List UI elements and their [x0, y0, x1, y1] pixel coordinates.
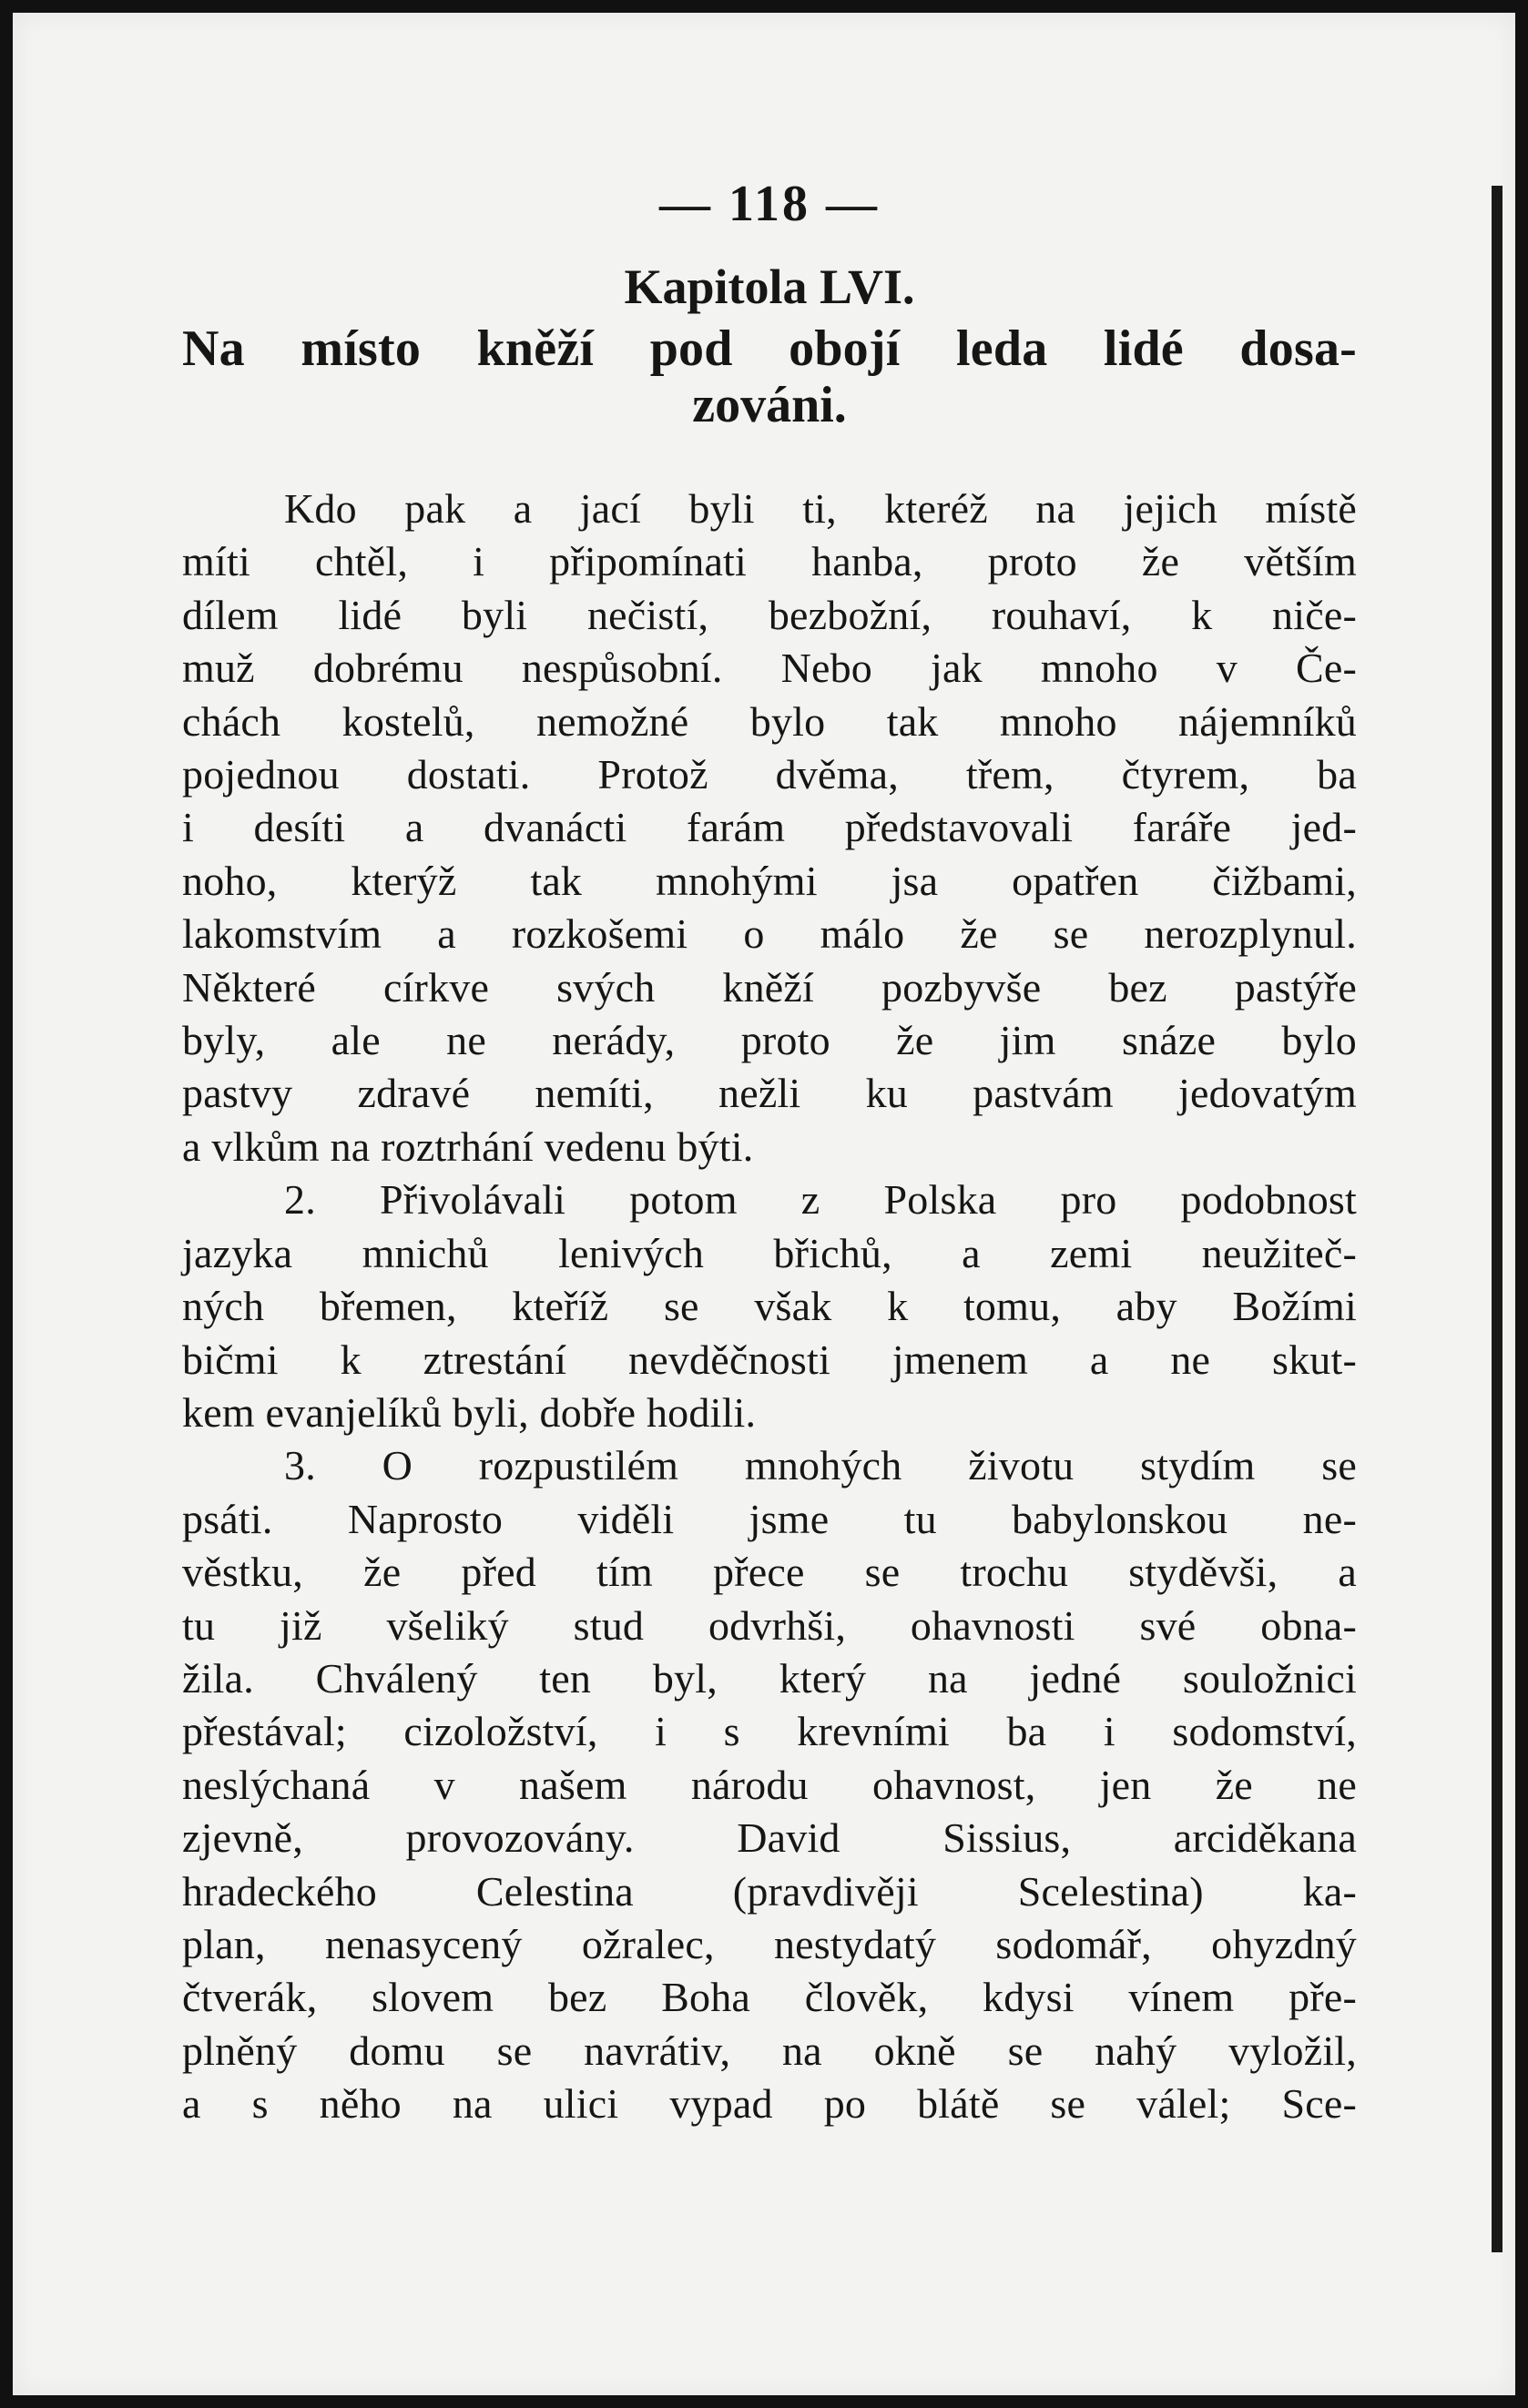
text-line: plněný domu se navrátiv, na okně se nahý vyložil,: [182, 2027, 1357, 2074]
text-line: 3. O rozpustilém mnohých životu stydím se: [284, 1442, 1357, 1489]
text-line: neslýchaná v našem národu ohavnost, jen že ne: [182, 1761, 1357, 1808]
text-line: tu již všeliký stud odvrhši, ohavnosti své obna-: [182, 1601, 1357, 1649]
text-line: ných břemen, kteříž se však k tomu, aby Božími: [182, 1283, 1357, 1330]
text-line: muž dobrému nespůsobní. Nebo jak mnoho v Če-: [182, 645, 1357, 692]
text-line: a s něho na ulici vypad po blátě se válel; Sce-: [182, 2080, 1357, 2128]
text-line: bičmi k ztrestání nevděčnosti jmenem a ne skut-: [182, 1336, 1357, 1383]
text-line: hradeckého Celestina (pravdivěji Scelestina) ka-: [182, 1867, 1357, 1915]
text-line: zjevně, provozovány. David Sissius, arciděkana: [182, 1814, 1357, 1862]
chapter-title: [182, 320, 1357, 433]
paragraph-2: [182, 1174, 1357, 1439]
paragraph-1: [182, 483, 1357, 1174]
text-line: dílem lidé byli nečistí, bezbožní, rouhaví, k niče-: [182, 591, 1357, 638]
text-block: [182, 168, 1357, 2131]
text-line: a vlkům na roztrhání vedenu býti.: [182, 1123, 754, 1170]
text-line: lakomstvím a rozkošemi o málo že se nerozplynul.: [182, 910, 1357, 958]
text-line: psáti. Naprosto viděli jsme tu babylonskou ne-: [182, 1495, 1357, 1542]
text-line: pastvy zdravé nemíti, nežli ku pastvám jedovatým: [182, 1070, 1357, 1117]
text-line: byly, ale ne nerády, proto že jim snáze bylo: [182, 1017, 1357, 1064]
book-page: [13, 13, 1515, 2395]
text-line: přestával; cizoložství, i s krevními ba i sodomství,: [182, 1708, 1357, 1755]
page-edge-shadow: [1492, 186, 1503, 2252]
text-line: chách kostelů, nemožné bylo tak mnoho nájemníků: [182, 697, 1357, 745]
text-line: jazyka mnichů lenivých břichů, a zemi neužiteč-: [182, 1229, 1357, 1276]
text-line: kem evanjelíků byli, dobře hodili.: [182, 1388, 757, 1436]
text-line: Kdo pak a jací byli ti, kteréž na jejich místě: [284, 485, 1357, 532]
text-line: žila. Chválený ten byl, který na jedné souložnici: [182, 1654, 1357, 1702]
chapter-title-line: Na místo kněží pod obojí leda lidé dosa-: [182, 320, 1357, 377]
text-line: pojednou dostati. Protož dvěma, třem, čtyrem, ba: [182, 751, 1357, 798]
text-line: věstku, že před tím přece se trochu styděvši, a: [182, 1549, 1357, 1596]
chapter-title-line: zováni.: [692, 377, 847, 433]
text-line: i desíti a dvanácti farám představovali faráře jed-: [182, 804, 1357, 851]
text-line: 2. Přivolávali potom z Polska pro podobnost: [284, 1176, 1357, 1224]
text-line: Některé církve svých kněží pozbyvše bez pastýře: [182, 963, 1357, 1011]
text-line: míti chtěl, i připomínati hanba, proto že větším: [182, 538, 1357, 585]
text-line: plan, nenasycený ožralec, nestydatý sodomář, ohyzdný: [182, 1920, 1357, 1967]
text-line: noho, kterýž tak mnohými jsa opatřen čižbami,: [182, 857, 1357, 904]
chapter-label: Kapitola LVI.: [624, 259, 915, 314]
text-line: čtverák, slovem bez Boha člověk, kdysi vínem pře-: [182, 1974, 1357, 2021]
paragraph-3: [182, 1439, 1357, 2130]
page-number: — 118 —: [659, 176, 880, 232]
